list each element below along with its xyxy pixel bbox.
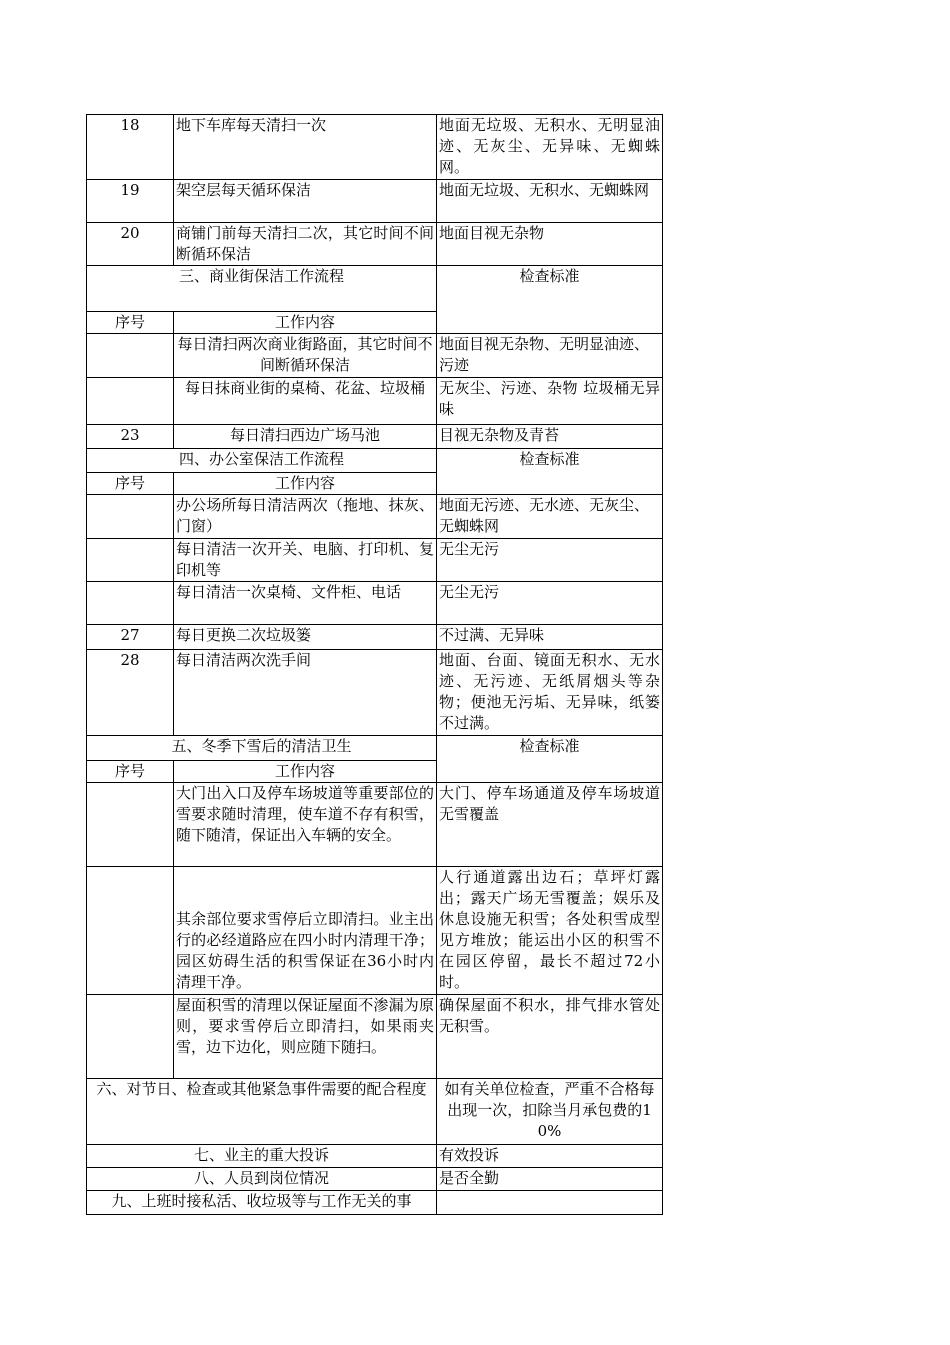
row-content: 每日清洁一次开关、电脑、打印机、复印机等: [174, 539, 437, 582]
row-standard: 地面无污迹、无水迹、无灰尘、无蜘蛛网: [437, 495, 663, 539]
row-content: 每日清扫两次商业街路面，其它时间不间断循环保洁: [174, 334, 437, 378]
check-standard-header: 检查标准: [437, 266, 663, 334]
check-standard-header: 检查标准: [437, 736, 663, 783]
row-standard: 地面无垃圾、无积水、无蜘蛛网: [437, 180, 663, 223]
section-title-row: [87, 736, 663, 761]
section-title: 四、办公室保洁工作流程: [87, 449, 437, 473]
row-standard: 地面目视无杂物: [437, 223, 663, 266]
table-row: [87, 582, 663, 625]
table-row: [87, 180, 663, 223]
row-content: 办公场所每日清洁两次（拖地、抹灰、门窗）: [174, 495, 437, 539]
row-content: 每日清洁一次桌椅、文件柜、电话: [174, 582, 437, 625]
column-header-number: 序号: [87, 312, 174, 334]
column-header-content: 工作内容: [174, 473, 437, 495]
table-row: [87, 625, 663, 650]
row-number: 27: [87, 625, 174, 650]
row-standard: 有效投诉: [437, 1145, 663, 1168]
row-number: 19: [87, 180, 174, 223]
table-row: [87, 425, 663, 449]
table-row: [87, 495, 663, 539]
row-content: 架空层每天循环保洁: [174, 180, 437, 223]
row-content: 每日更换二次垃圾篓: [174, 625, 437, 650]
table-row: [87, 378, 663, 425]
row-standard: 不过满、无异味: [437, 625, 663, 650]
table-row: [87, 1168, 663, 1191]
row-content: 每日清扫西边广场马池: [174, 425, 437, 449]
row-content: 屋面积雪的清理以保证屋面不渗漏为原则，要求雪停后立即清扫，如果雨夹雪，边下边化，则应随下随扫。: [174, 995, 437, 1079]
section-title-row: [87, 449, 663, 473]
table-row: [87, 115, 663, 180]
column-header-number: 序号: [87, 473, 174, 495]
row-standard: 地面、台面、镜面无积水、无水迹、无污迹、无纸屑烟头等杂物；便池无污垢、无异味，纸篓不过满。: [437, 650, 663, 736]
column-header-content: 工作内容: [174, 312, 437, 334]
section-title: 五、冬季下雪后的清洁卫生: [87, 736, 437, 761]
row-standard: 确保屋面不积水，排气排水管处无积雪。: [437, 995, 663, 1079]
row-number: 28: [87, 650, 174, 736]
section-title: 八、人员到岗位情况: [87, 1168, 437, 1191]
row-standard: 无尘无污: [437, 539, 663, 582]
table-row: [87, 1145, 663, 1168]
section-title: 六、对节日、检查或其他紧急事件需要的配合程度: [87, 1079, 437, 1145]
row-standard: 地面目视无杂物、无明显油迹、污迹: [437, 334, 663, 378]
row-number: 23: [87, 425, 174, 449]
row-content: 每日清洁两次洗手间: [174, 650, 437, 736]
section-title: 三、商业街保洁工作流程: [87, 266, 437, 312]
row-content: 其余部位要求雪停后立即清扫。业主出行的必经道路应在四小时内清理干净；园区妨碍生活的积雪保证在36小时内清理干净。: [174, 867, 437, 995]
row-number: [87, 495, 174, 539]
row-standard: 如有关单位检查，严重不合格每出现一次，扣除当月承包费的10%: [437, 1079, 663, 1145]
row-standard: 无灰尘、污迹、杂物 垃圾桶无异味: [437, 378, 663, 425]
row-number: [87, 539, 174, 582]
row-standard: 大门、停车场通道及停车场坡道无雪覆盖: [437, 783, 663, 867]
row-number: [87, 867, 174, 995]
row-number: [87, 378, 174, 425]
table-row: [87, 783, 663, 867]
row-standard: 目视无杂物及青苔: [437, 425, 663, 449]
row-content: 地下车库每天清扫一次: [174, 115, 437, 180]
table-row: [87, 650, 663, 736]
column-header-content: 工作内容: [174, 761, 437, 783]
row-number: [87, 582, 174, 625]
table-row: [87, 1079, 663, 1145]
section-title-row: [87, 266, 663, 312]
table-row: [87, 867, 663, 995]
row-standard: 地面无垃圾、无积水、无明显油迹、无灰尘、无异味、无蜘蛛网。: [437, 115, 663, 180]
row-number: [87, 995, 174, 1079]
row-standard: 人行通道露出边石；草坪灯露出；露天广场无雪覆盖；娱乐及休息设施无积雪；各处积雪成型见方堆放；能运出小区的积雪不在园区停留，最长不超过72小时。: [437, 867, 663, 995]
table-row: [87, 995, 663, 1079]
row-standard: [437, 1191, 663, 1215]
row-content: 每日抹商业街的桌椅、花盆、垃圾桶: [174, 378, 437, 425]
section-title: 七、业主的重大投诉: [87, 1145, 437, 1168]
row-number: 20: [87, 223, 174, 266]
table-row: [87, 223, 663, 266]
row-standard: 是否全勤: [437, 1168, 663, 1191]
row-standard: 无尘无污: [437, 582, 663, 625]
table-row: [87, 539, 663, 582]
cleaning-standards-table: [86, 114, 663, 1215]
row-content: 大门出入口及停车场坡道等重要部位的雪要求随时清理，使车道不存有积雪，随下随清，保证出入车辆的安全。: [174, 783, 437, 867]
row-number: 18: [87, 115, 174, 180]
row-number: [87, 783, 174, 867]
table-row: [87, 334, 663, 378]
row-content: 商铺门前每天清扫二次，其它时间不间断循环保洁: [174, 223, 437, 266]
column-header-number: 序号: [87, 761, 174, 783]
table-row: [87, 1191, 663, 1215]
check-standard-header: 检查标准: [437, 449, 663, 495]
section-title: 九、上班时接私活、收垃圾等与工作无关的事: [87, 1191, 437, 1215]
row-number: [87, 334, 174, 378]
